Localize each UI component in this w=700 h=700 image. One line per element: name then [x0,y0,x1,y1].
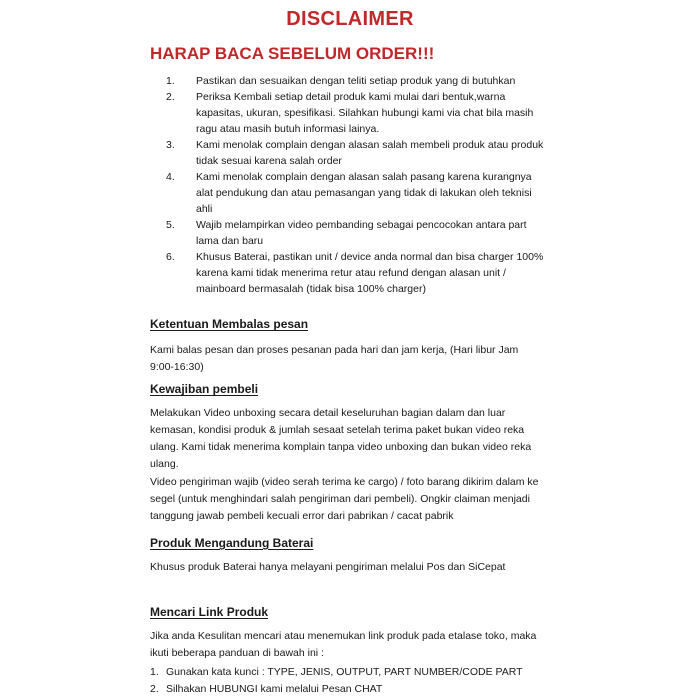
ketentuan-heading: Ketentuan Membalas pesan [150,317,309,331]
ketentuan-text: Kami balas pesan dan proses pesanan pada hari dan jam kerja, (Hari libur Jam 9:00-16:30) [150,344,519,373]
rule-text: Periksa Kembali setiap detail produk kami mulai dari bentuk,warna kapasitas, ukuran, spesifikasi. Silahkan hubungi kami via chat bila masih ragu atau masih butuh informasi lainya. [196,91,534,135]
kewajiban-heading: Kewajiban pembeli [150,382,259,396]
rule-item [150,217,550,249]
rule-number: 2. [166,91,175,103]
mencari-text: Jika anda Kesulitan mencari atau menemukan link produk pada etalase toko, maka ikuti beberapa panduan di bawah ini : [150,630,537,659]
step-number: 1. [150,666,159,678]
rule-item [150,169,550,217]
step-item [150,681,550,698]
kewajiban-paragraph-2: Video pengiriman wajib (video serah terima ke cargo) / foto barang dikirim dalam ke segel (untuk menghindari salah pengiriman dari pembeli). Ongkir claiman menjadi tanggung jawab pembeli kecuali error dari pabrikan / cacat pabrik [150,476,539,522]
rule-number: 3. [166,139,175,151]
rule-number: 4. [166,171,175,183]
baterai-heading: Produk Mengandung Baterai [150,536,314,550]
step-number: 2. [150,683,159,695]
baterai-text: Khusus produk Baterai hanya melayani pengiriman melalui Pos dan SiCepat [150,561,506,573]
mencari-heading: Mencari Link Produk [150,605,269,619]
rule-text: Kami menolak complain dengan alasan salah pasang karena kurangnya alat pendukung dan atau pemasangan yang tidak di lakukan oleh teknisi ahli [196,171,532,215]
rule-text: Khusus Baterai, pastikan unit / device anda normal dan bisa charger 100% karena kami tidak menerima retur atau refund dengan alasan unit / mainboard bermasalah (tidak bisa 100% charger) [196,251,544,295]
mencari-steps-list [150,664,550,698]
rule-text: Kami menolak complain dengan alasan salah membeli produk atau produk tidak sesuai karena salah order [196,139,544,167]
rule-number: 6. [166,251,175,263]
document-subtitle: HARAP BACA SEBELUM ORDER!!! [150,44,435,63]
rule-item [150,73,550,89]
step-text: Silhakan HUBUNGI kami melalui Pesan CHAT [166,683,383,695]
step-item [150,664,550,681]
rule-text: Wajib melampirkan video pembanding sebagai pencocokan antara part lama dan baru [196,219,527,247]
rule-number: 1. [166,75,175,87]
kewajiban-paragraph-1: Melakukan Video unboxing secara detail keseluruhan bagian dalam dan luar kemasan, kondisi produk & jumlah sesaat setelah terima paket bukan video reka ulang. Kami tidak menerima komplain tanpa video unboxing dan bukan video reka ulang. [150,407,532,470]
rule-number: 5. [166,219,175,231]
rules-list [150,73,550,297]
document-title: DISCLAIMER [286,8,414,30]
rule-item [150,249,550,297]
rule-text: Pastikan dan sesuaikan dengan teliti setiap produk yang di butuhkan [196,75,516,87]
step-text: Gunakan kata kunci : TYPE, JENIS, OUTPUT, PART NUMBER/CODE PART [166,666,523,678]
rule-item [150,137,550,169]
rule-item [150,89,550,137]
